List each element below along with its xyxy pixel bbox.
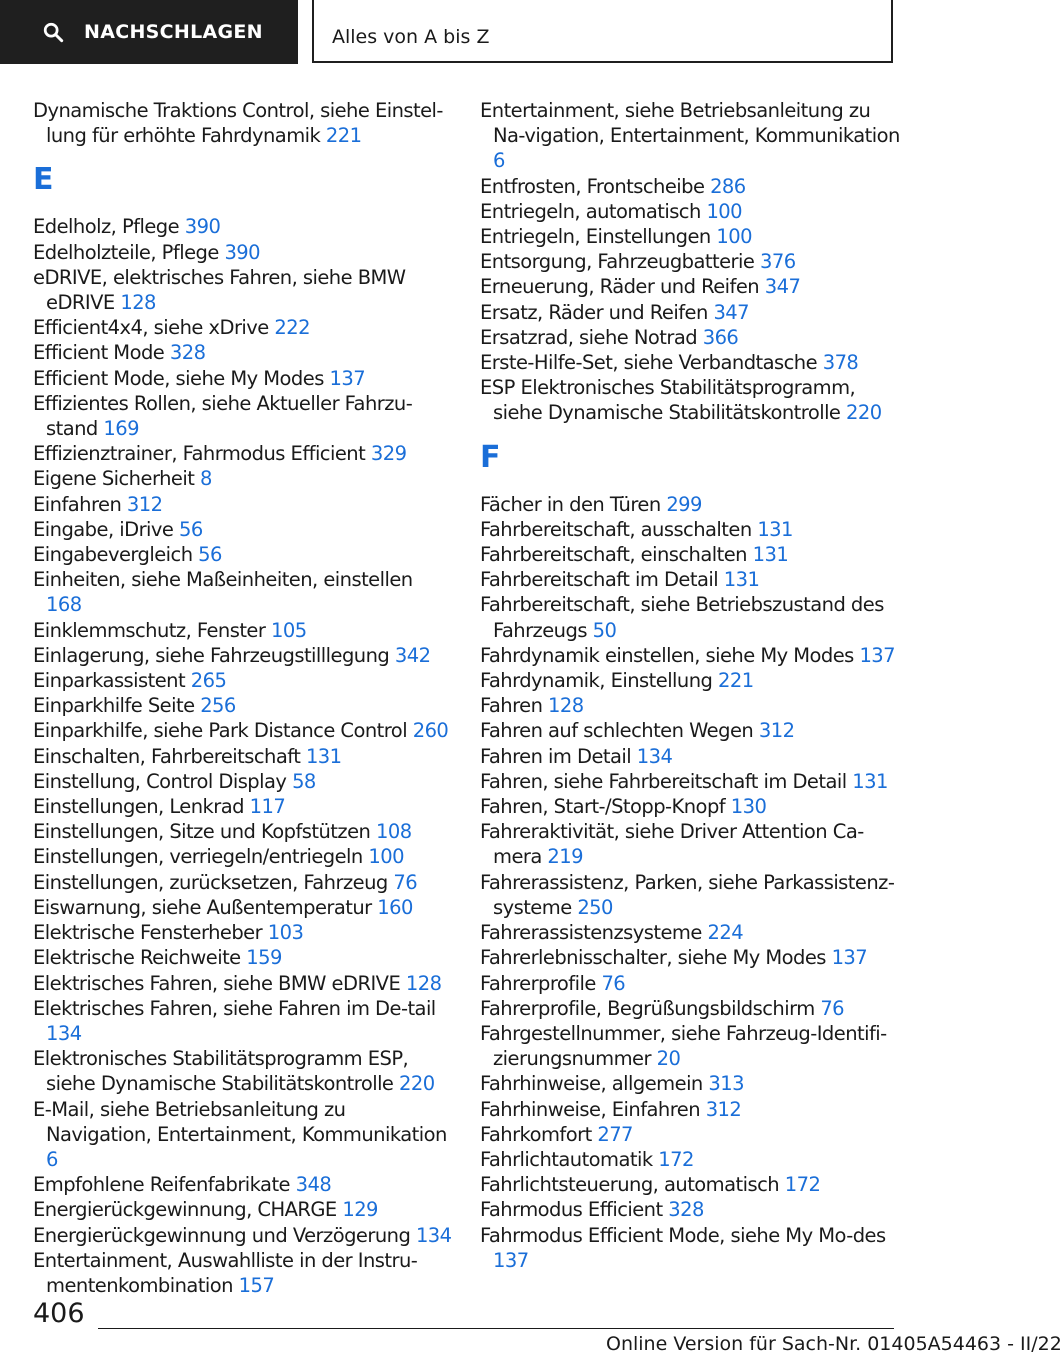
- index-entry: [480, 325, 900, 350]
- index-entry-text: Effizientes Rollen, siehe Aktueller Fahrzu-stand: [33, 391, 413, 441]
- index-entry-text: Fahrlichtautomatik: [480, 1147, 653, 1171]
- index-entry: [480, 224, 900, 249]
- page-reference-link[interactable]: 168: [46, 593, 82, 617]
- index-entry: [33, 668, 453, 693]
- index-entry: [480, 1071, 900, 1096]
- index-entry: [480, 769, 900, 794]
- index-entry-text: Edelholz, Pflege: [33, 215, 180, 239]
- index-entry: [33, 895, 453, 920]
- index-entry: [480, 174, 900, 199]
- page-reference-link[interactable]: 20: [656, 1047, 681, 1071]
- page-reference-link[interactable]: 6: [493, 149, 505, 173]
- index-entry-text: Elektrische Reichweite: [33, 946, 241, 970]
- page-reference-link[interactable]: 224: [707, 921, 744, 945]
- index-entry: [480, 996, 900, 1021]
- index-entry: [480, 1122, 900, 1147]
- index-entry-text: Fahrbereitschaft im Detail: [480, 568, 719, 592]
- page-reference-link[interactable]: 128: [120, 291, 156, 315]
- index-entry-text: Entertainment, Auswahlliste in der Instru-mentenkombination: [33, 1248, 418, 1297]
- index-entry-text: Dynamische Traktions Control, siehe Einstel-lung für erhöhte Fahrdynamik: [33, 99, 443, 148]
- index-entry: [33, 366, 453, 391]
- index-entry-text: Entfrosten, Frontscheibe: [480, 174, 705, 198]
- index-entry: [480, 98, 900, 174]
- index-entry: [33, 1223, 453, 1248]
- page-reference-link[interactable]: 131: [723, 568, 760, 592]
- page-reference-link[interactable]: 100: [706, 199, 743, 223]
- page-reference-link[interactable]: 6: [46, 1147, 58, 1171]
- index-entry: [480, 1172, 900, 1197]
- index-entry-text: Efficient4x4, siehe xDrive: [33, 316, 269, 340]
- index-entry-text: Fahren, siehe Fahrbereitschaft im Detail: [480, 769, 847, 793]
- index-entry: [33, 1046, 453, 1096]
- index-entry-text: Energierückgewinnung, CHARGE: [33, 1198, 337, 1222]
- page-reference-link[interactable]: 160: [377, 895, 413, 919]
- index-entry-text: E-Mail, siehe Betriebsanleitung zu Navigation, Entertainment, Kommunikation: [33, 1097, 447, 1146]
- page-reference-link[interactable]: 134: [415, 1223, 452, 1247]
- index-entry: [33, 769, 453, 794]
- index-entry-text: eDRIVE, elektrisches Fahren, siehe BMW eDRIVE: [33, 265, 406, 315]
- page-reference-link[interactable]: 137: [493, 1248, 529, 1272]
- page-reference-link[interactable]: 58: [292, 769, 316, 793]
- index-entry: [480, 350, 900, 375]
- index-entry-text: Erste-Hilfe-Set, siehe Verbandtasche: [480, 351, 818, 375]
- index-entry: [33, 542, 453, 567]
- page-reference-link[interactable]: 390: [184, 215, 221, 239]
- page-reference-link[interactable]: 100: [716, 225, 752, 249]
- index-entry-text: Einparkhilfe, siehe Park Distance Control: [33, 719, 408, 743]
- index-entry: [33, 466, 453, 491]
- index-entry: [33, 945, 453, 970]
- page-reference-link[interactable]: 159: [246, 946, 282, 970]
- index-entry: [480, 971, 900, 996]
- page-reference-link[interactable]: 313: [708, 1072, 744, 1096]
- index-entry: [480, 592, 900, 642]
- page-reference-link[interactable]: 108: [376, 820, 412, 844]
- index-entry-text: Eingabevergleich: [33, 543, 193, 567]
- page-reference-link[interactable]: 250: [577, 895, 613, 919]
- index-entry-text: Fahrhinweise, Einfahren: [480, 1097, 701, 1121]
- index-entry-text: Einparkhilfe Seite: [33, 694, 195, 718]
- page-reference-link[interactable]: 286: [710, 174, 746, 198]
- index-entry: [33, 744, 453, 769]
- index-entry: [33, 618, 453, 643]
- footer-version-text: Online Version für Sach-Nr. 01405A54463 - II/22: [606, 1333, 1062, 1355]
- index-entry-text: Efficient Mode: [33, 341, 165, 365]
- page-reference-link[interactable]: 348: [295, 1173, 332, 1197]
- index-entry: [480, 567, 900, 592]
- index-entry: [33, 844, 453, 869]
- index-entry: [480, 693, 900, 718]
- page-reference-link[interactable]: 117: [249, 795, 286, 819]
- page-reference-link[interactable]: 76: [820, 996, 845, 1020]
- page-reference-link[interactable]: 328: [169, 341, 206, 365]
- page-reference-link[interactable]: 220: [846, 401, 882, 425]
- page-reference-link[interactable]: 137: [329, 366, 366, 390]
- page-reference-link[interactable]: 221: [718, 669, 754, 693]
- breadcrumb-text: Alles von A bis Z: [332, 26, 490, 48]
- index-entry-text: Fahrerassistenzsysteme: [480, 921, 702, 945]
- page-reference-link[interactable]: 134: [46, 1021, 82, 1045]
- index-entry-text: Entriegeln, Einstellungen: [480, 225, 711, 249]
- index-entry-text: Fahren im Detail: [480, 744, 632, 768]
- page-reference-link[interactable]: 329: [370, 442, 407, 466]
- index-entry: [480, 744, 900, 769]
- index-entry: [33, 718, 453, 743]
- index-entry: [480, 945, 900, 970]
- index-entry-text: Fahrdynamik, Einstellung: [480, 669, 713, 693]
- page-reference-link[interactable]: 220: [399, 1072, 435, 1096]
- page-reference-link[interactable]: 131: [852, 769, 888, 793]
- page-reference-link[interactable]: 56: [179, 517, 203, 541]
- index-entry-text: Einstellungen, verriegeln/entriegeln: [33, 845, 363, 869]
- index-entry: [33, 315, 453, 340]
- page-reference-link[interactable]: 328: [668, 1198, 704, 1222]
- index-entry: [480, 643, 900, 668]
- index-entry-text: Einlagerung, siehe Fahrzeugstilllegung: [33, 643, 390, 667]
- index-entry-text: Fahrerassistenz, Parken, siehe Parkassistenz-systeme: [480, 870, 895, 919]
- index-entry-text: Fahrbereitschaft, siehe Betriebszustand des Fahrzeugs: [480, 593, 884, 642]
- index-entry-text: Fächer in den Türen: [480, 492, 661, 516]
- page-reference-link[interactable]: 312: [758, 719, 795, 743]
- page-reference-link[interactable]: 219: [547, 845, 583, 869]
- page-reference-link[interactable]: 128: [405, 971, 442, 995]
- index-entry-text: Effizienztrainer, Fahrmodus Efficient: [33, 442, 366, 466]
- index-entry-text: Fahreraktivität, siehe Driver Attention Ca-mera: [480, 820, 864, 869]
- page-reference-link[interactable]: 221: [325, 124, 362, 148]
- index-entry-text: Elektrische Fensterheber: [33, 921, 263, 945]
- index-entry-text: Einschalten, Fahrbereitschaft: [33, 744, 301, 768]
- index-entry: [33, 492, 453, 517]
- index-entry: [480, 517, 900, 542]
- page-reference-link[interactable]: 222: [274, 316, 310, 340]
- index-entry-text: Einstellung, Control Display: [33, 769, 287, 793]
- index-entry: [33, 971, 453, 996]
- index-entry-text: Einstellungen, Lenkrad: [33, 795, 244, 819]
- index-entry-text: Fahren: [480, 694, 543, 718]
- index-entry: [480, 920, 900, 945]
- page-reference-link[interactable]: 8: [199, 467, 212, 491]
- index-entry: [33, 643, 453, 668]
- index-entry-text: Eingabe, iDrive: [33, 517, 174, 541]
- index-entry-text: Fahrerprofile: [480, 971, 596, 995]
- index-entry-text: Einklemmschutz, Fenster: [33, 618, 266, 642]
- index-entry: [33, 794, 453, 819]
- page-reference-link[interactable]: 277: [597, 1122, 633, 1146]
- index-entry-text: Entertainment, siehe Betriebsanleitung zu Na-vigation, Entertainment, Kommunikation: [480, 99, 900, 148]
- index-entry: [480, 492, 900, 517]
- page-number: 406: [33, 1298, 85, 1329]
- index-entry-text: Fahrerlebnisschalter, siehe My Modes: [480, 946, 826, 970]
- index-entry-text: Fahrbereitschaft, ausschalten: [480, 517, 752, 541]
- page-reference-link[interactable]: 100: [368, 845, 404, 869]
- index-entry: [33, 441, 453, 466]
- index-entry: [480, 870, 900, 920]
- index-entry-text: Eigene Sicherheit: [33, 467, 195, 491]
- index-entry: [33, 1248, 453, 1298]
- index-entry: [33, 98, 453, 148]
- index-entry: [33, 1197, 453, 1222]
- index-entry: [480, 1097, 900, 1122]
- index-entry-text: Edelholzteile, Pflege: [33, 240, 219, 264]
- index-entry: [33, 517, 453, 542]
- index-entry-text: Eiswarnung, siehe Außentemperatur: [33, 895, 372, 919]
- index-entry: [480, 249, 900, 274]
- section-letter: E: [33, 162, 53, 198]
- index-entry-text: Einfahren: [33, 492, 122, 516]
- breadcrumb: [312, 0, 893, 63]
- page-reference-link[interactable]: 256: [200, 694, 236, 718]
- page-reference-link[interactable]: 137: [831, 946, 868, 970]
- index-entry: [33, 240, 453, 265]
- index-entry-text: Einheiten, siehe Maßeinheiten, einstellen: [33, 568, 413, 592]
- index-entry: [480, 718, 900, 743]
- index-entry-text: Energierückgewinnung und Verzögerung: [33, 1223, 411, 1247]
- index-entry-text: Fahrkomfort: [480, 1122, 592, 1146]
- page-reference-link[interactable]: 376: [760, 250, 796, 274]
- index-entry-text: Fahren auf schlechten Wegen: [480, 719, 754, 743]
- index-entry-text: Fahren, Start-/Stopp-Knopf: [480, 795, 726, 819]
- page-reference-link[interactable]: 347: [713, 300, 750, 324]
- index-entry-text: Fahrbereitschaft, einschalten: [480, 543, 747, 567]
- page-reference-link[interactable]: 130: [730, 795, 767, 819]
- index-entry: [480, 375, 900, 425]
- page-reference-link[interactable]: 103: [267, 921, 304, 945]
- index-entry-text: Erneuerung, Räder und Reifen: [480, 275, 760, 299]
- page-reference-link[interactable]: 137: [859, 643, 896, 667]
- page-reference-link[interactable]: 76: [601, 971, 626, 995]
- page-reference-link[interactable]: 134: [636, 744, 673, 768]
- page-reference-link[interactable]: 312: [126, 492, 163, 516]
- page-reference-link[interactable]: 260: [412, 719, 449, 743]
- page-reference-link[interactable]: 265: [190, 669, 227, 693]
- page-reference-link[interactable]: 105: [271, 618, 307, 642]
- index-entry-text: Fahrerprofile, Begrüßungsbildschirm: [480, 996, 815, 1020]
- index-entry-text: Elektrisches Fahren, siehe Fahren im De-tail: [33, 996, 436, 1020]
- section-letter: F: [480, 439, 500, 475]
- index-entry-text: Ersatzrad, siehe Notrad: [480, 325, 698, 349]
- page-reference-link[interactable]: 342: [394, 643, 431, 667]
- index-entry-text: Fahrlichtsteuerung, automatisch: [480, 1173, 780, 1197]
- index-entry: [480, 542, 900, 567]
- page-reference-link[interactable]: 347: [764, 275, 801, 299]
- index-entry-text: Einstellungen, Sitze und Kopfstützen: [33, 820, 371, 844]
- index-entry: [33, 214, 453, 239]
- index-entry: [33, 1172, 453, 1197]
- index-entry-text: Einparkassistent: [33, 669, 186, 693]
- section-label: NACHSCHLAGEN: [84, 21, 263, 43]
- index-entry-text: Fahrgestellnummer, siehe Fahrzeug-Identifi-zierungsnummer: [480, 1021, 887, 1071]
- index-entry-text: Elektronisches Stabilitätsprogramm ESP, siehe Dynamische Stabilitätskontrolle: [33, 1047, 409, 1096]
- index-entry-text: Entriegeln, automatisch: [480, 199, 701, 223]
- index-entry: [33, 920, 453, 945]
- index-entry: [480, 300, 900, 325]
- page-reference-link[interactable]: 378: [822, 351, 859, 375]
- index-entry-text: Elektrisches Fahren, siehe BMW eDRIVE: [33, 971, 401, 995]
- index-entry: [480, 1223, 900, 1273]
- index-entry-text: Fahrhinweise, allgemein: [480, 1072, 703, 1096]
- index-entry-text: ESP Elektronisches Stabilitätsprogramm, siehe Dynamische Stabilitätskontrolle: [480, 376, 856, 425]
- index-column-left: [33, 98, 453, 1298]
- index-entry-text: Empfohlene Reifenfabrikate: [33, 1173, 290, 1197]
- section-tab[interactable]: [0, 0, 298, 64]
- page-reference-link[interactable]: 157: [238, 1273, 275, 1297]
- page-reference-link[interactable]: 131: [305, 744, 342, 768]
- index-entry: [33, 391, 453, 441]
- page-reference-link[interactable]: 299: [666, 492, 702, 516]
- page-reference-link[interactable]: 172: [658, 1147, 694, 1171]
- page-reference-link[interactable]: 128: [548, 694, 584, 718]
- index-entry-text: Fahrdynamik einstellen, siehe My Modes: [480, 643, 854, 667]
- page-reference-link[interactable]: 131: [757, 517, 793, 541]
- page-reference-link[interactable]: 50: [592, 618, 617, 642]
- page-reference-link[interactable]: 129: [342, 1198, 378, 1222]
- index-entry-text: Fahrmodus Efficient: [480, 1198, 663, 1222]
- index-entry: [33, 996, 453, 1046]
- index-entry: [480, 819, 900, 869]
- index-entry: [33, 340, 453, 365]
- index-entry: [480, 199, 900, 224]
- index-entry: [33, 870, 453, 895]
- page-reference-link[interactable]: 366: [702, 325, 739, 349]
- index-entry-text: Ersatz, Räder und Reifen: [480, 300, 708, 324]
- page-reference-link[interactable]: 172: [784, 1173, 821, 1197]
- index-entry-text: Entsorgung, Fahrzeugbatterie: [480, 250, 755, 274]
- index-entry-text: Fahrmodus Efficient Mode, siehe My Mo-des: [480, 1223, 886, 1247]
- index-entry: [33, 819, 453, 844]
- index-entry-text: Einstellungen, zurücksetzen, Fahrzeug: [33, 870, 388, 894]
- index-entry: [480, 668, 900, 693]
- page-reference-link[interactable]: 390: [224, 240, 261, 264]
- search-icon: [42, 21, 64, 43]
- page-reference-link[interactable]: 56: [198, 543, 222, 567]
- page-reference-link[interactable]: 131: [752, 543, 789, 567]
- index-entry: [33, 567, 453, 617]
- index-entry: [33, 1097, 453, 1173]
- page-reference-link[interactable]: 76: [393, 870, 418, 894]
- index-column-right: [480, 98, 900, 1273]
- footer-divider: [98, 1328, 894, 1329]
- index-entry: [33, 693, 453, 718]
- page-reference-link[interactable]: 312: [705, 1097, 742, 1121]
- page-reference-link[interactable]: 169: [103, 417, 139, 441]
- index-entry-text: Efficient Mode, siehe My Modes: [33, 366, 324, 390]
- index-entry: [33, 265, 453, 315]
- index-entry: [480, 1147, 900, 1172]
- index-entry: [480, 1197, 900, 1222]
- index-entry: [480, 1021, 900, 1071]
- index-entry: [480, 794, 900, 819]
- index-entry: [480, 274, 900, 299]
